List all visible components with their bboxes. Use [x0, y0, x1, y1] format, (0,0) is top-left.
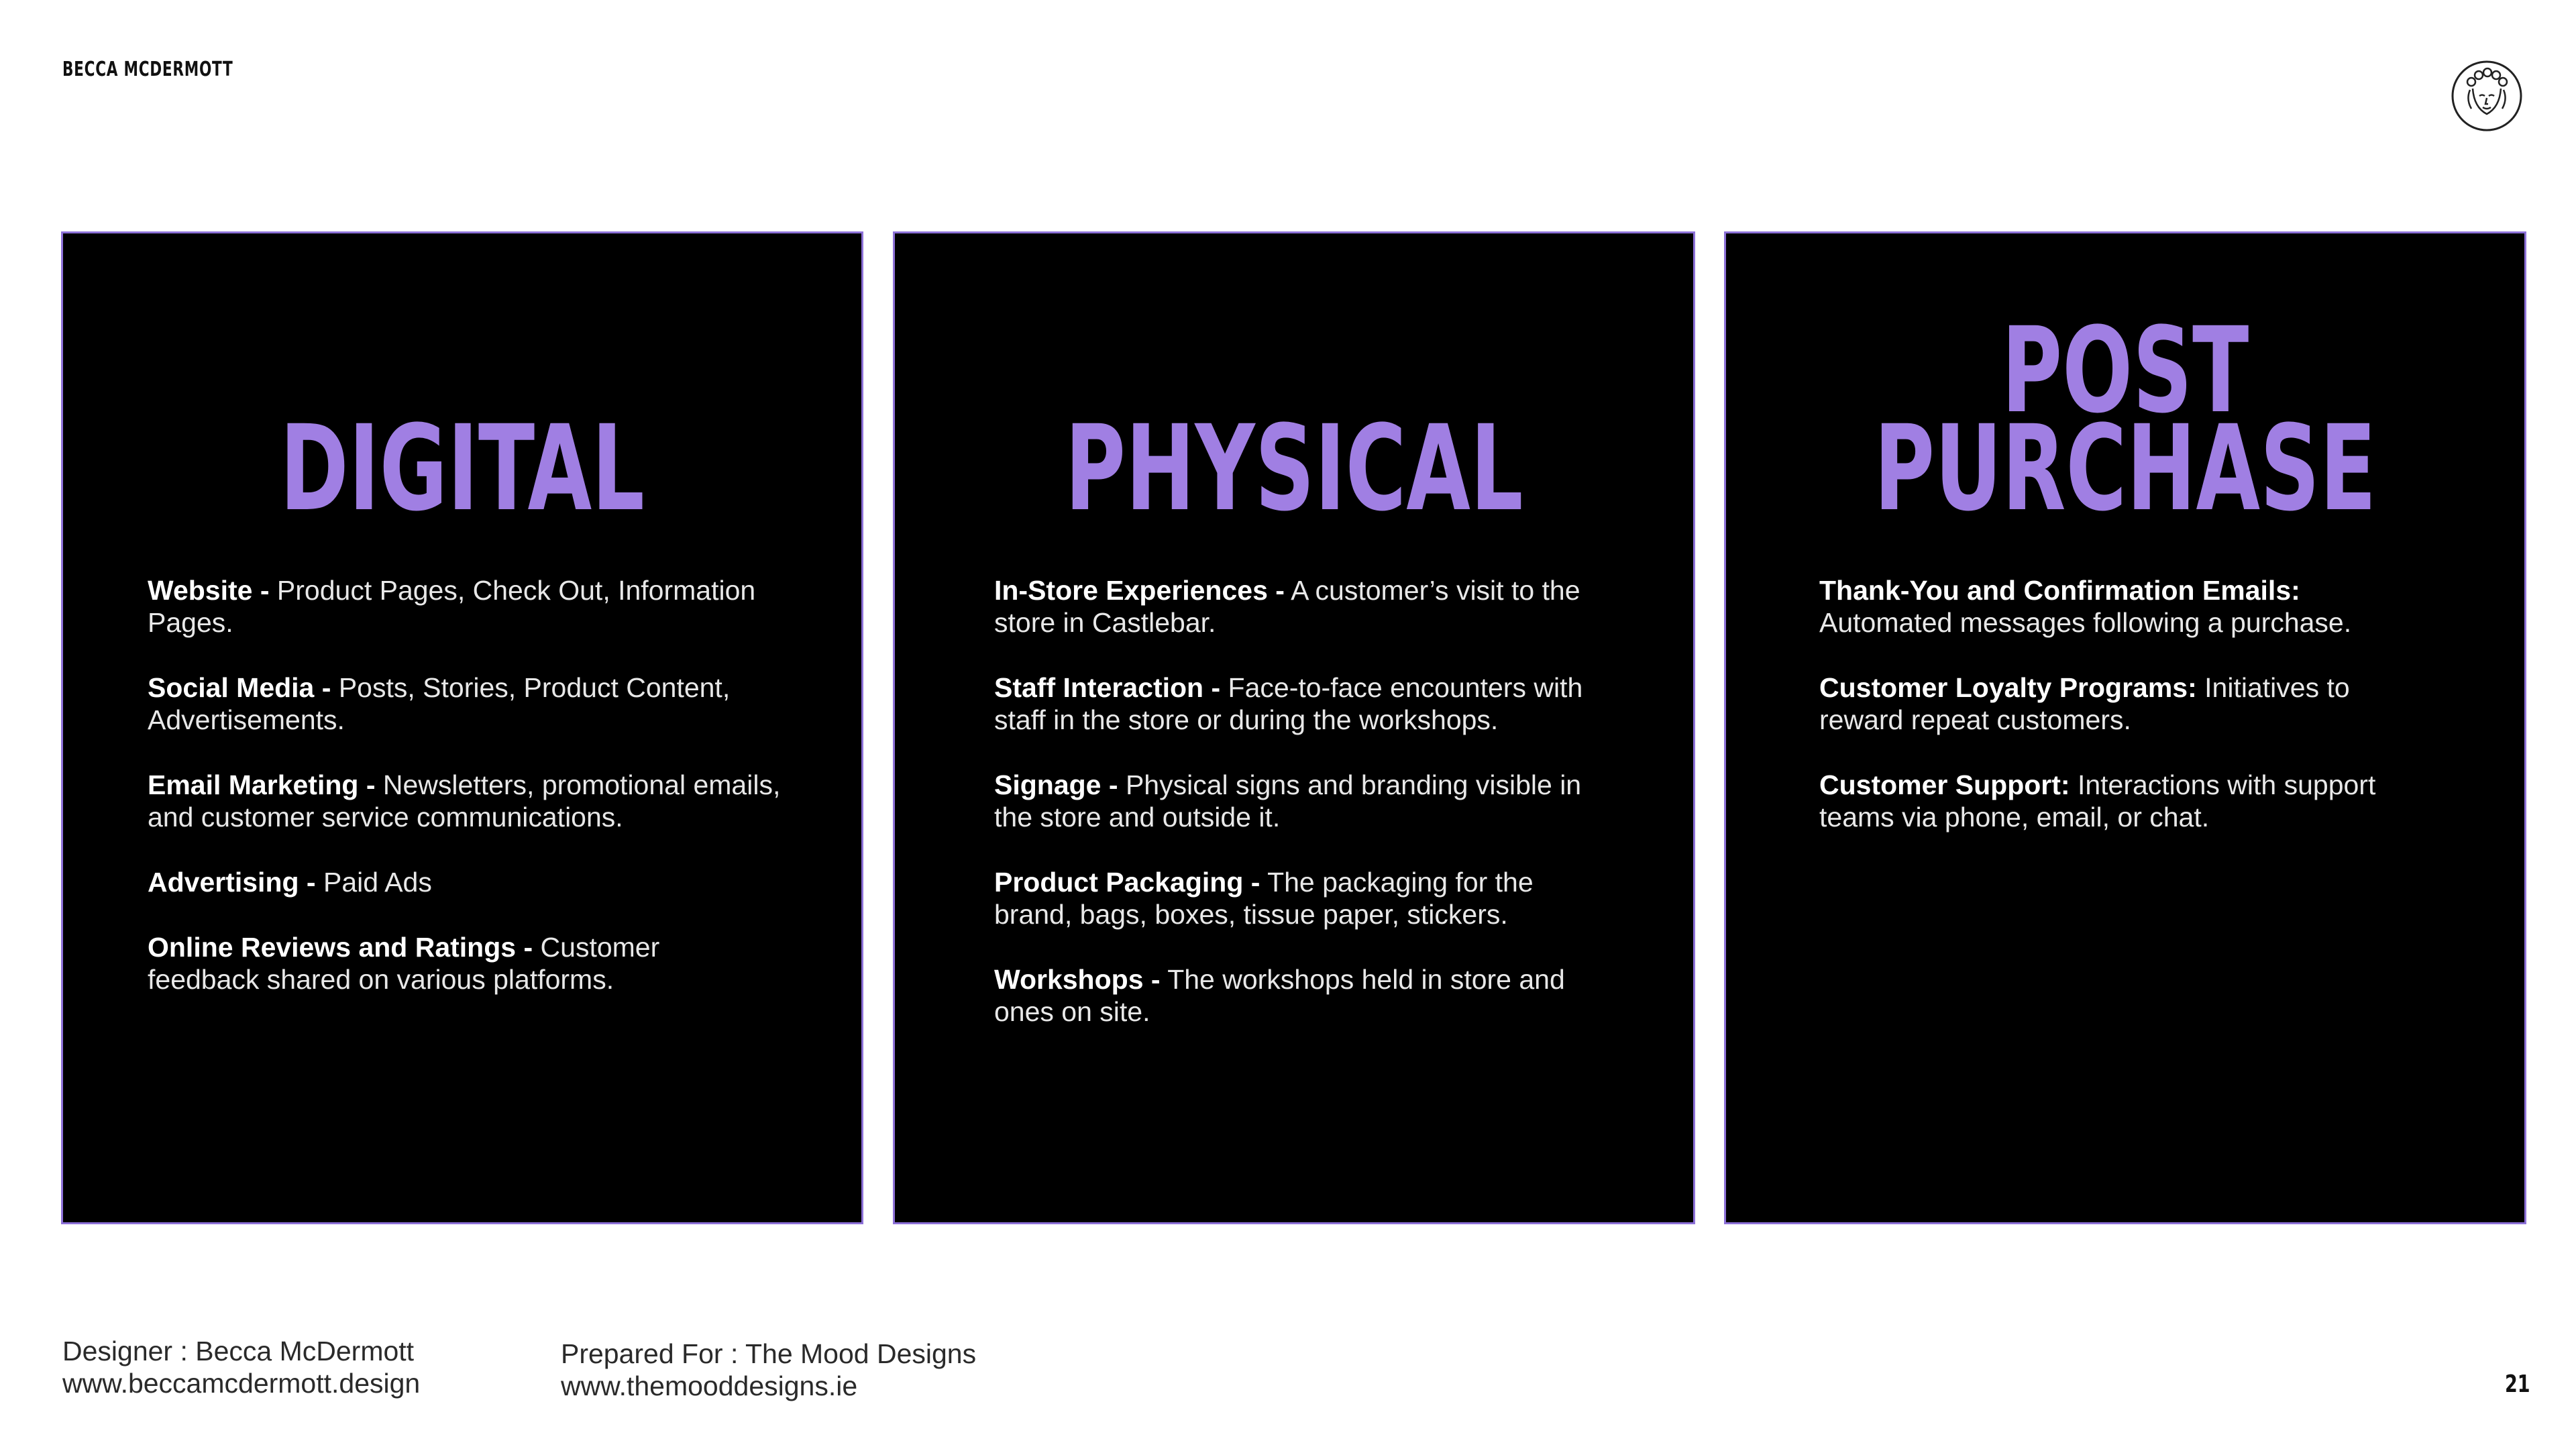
list-item: Online Reviews and Ratings - Customer feedback shared on various platforms. [148, 932, 660, 995]
touchpoint-list [148, 574, 818, 1028]
list-item: In-Store Experiences - A customer’s visit to the store in Castlebar. [994, 575, 1580, 638]
list-item: Website - Product Pages, Check Out, Information Pages. [148, 575, 756, 638]
list-item: Customer Loyalty Programs: Initiatives to reward repeat customers. [1819, 672, 2350, 735]
panel-title: PHYSICAL [1065, 400, 1523, 537]
brand-name: BECCA MCDERMOTT [62, 58, 233, 81]
designer-credit [62, 1335, 420, 1399]
page-number: 21 [2505, 1371, 2530, 1398]
list-item: Customer Support: Interactions with support teams via phone, email, or chat. [1819, 769, 2376, 833]
touchpoint-list [1819, 574, 2490, 866]
designer-website-link[interactable]: www.beccamcdermott.design [62, 1368, 421, 1399]
client-website-link[interactable]: www.themooddesigns.ie [561, 1371, 858, 1401]
panel-post-purchase [1724, 231, 2526, 1224]
client-credit [561, 1338, 976, 1402]
list-item: Social Media - Posts, Stories, Product Content, Advertisements. [148, 672, 731, 735]
list-item: Staff Interaction - Face-to-face encounters with staff in the store or during the workshops. [994, 672, 1583, 735]
panel-title: POST PURCHASE [1874, 302, 2377, 537]
touchpoint-list [994, 574, 1665, 1061]
panel-title: DIGITAL [280, 400, 645, 537]
panel-digital [61, 231, 863, 1224]
panel-physical [893, 231, 1695, 1224]
list-item: Signage - Physical signs and branding visible in the store and outside it. [994, 769, 1582, 833]
list-item: Product Packaging - The packaging for the brand, bags, boxes, tissue paper, stickers. [994, 867, 1534, 930]
list-item: Advertising - Paid Ads [148, 867, 432, 898]
prepared-for: Prepared For : The Mood Designs [561, 1338, 977, 1369]
designer-name: Designer : Becca McDermott [62, 1336, 415, 1366]
list-item: Email Marketing - Newsletters, promotional emails, and customer service communications. [148, 769, 781, 833]
list-item: Workshops - The workshops held in store and ones on site. [994, 964, 1565, 1027]
list-item: Thank-You and Confirmation Emails: Automated messages following a purchase. [1819, 575, 2352, 638]
woman-face-line-art-logo-icon [2450, 59, 2524, 133]
